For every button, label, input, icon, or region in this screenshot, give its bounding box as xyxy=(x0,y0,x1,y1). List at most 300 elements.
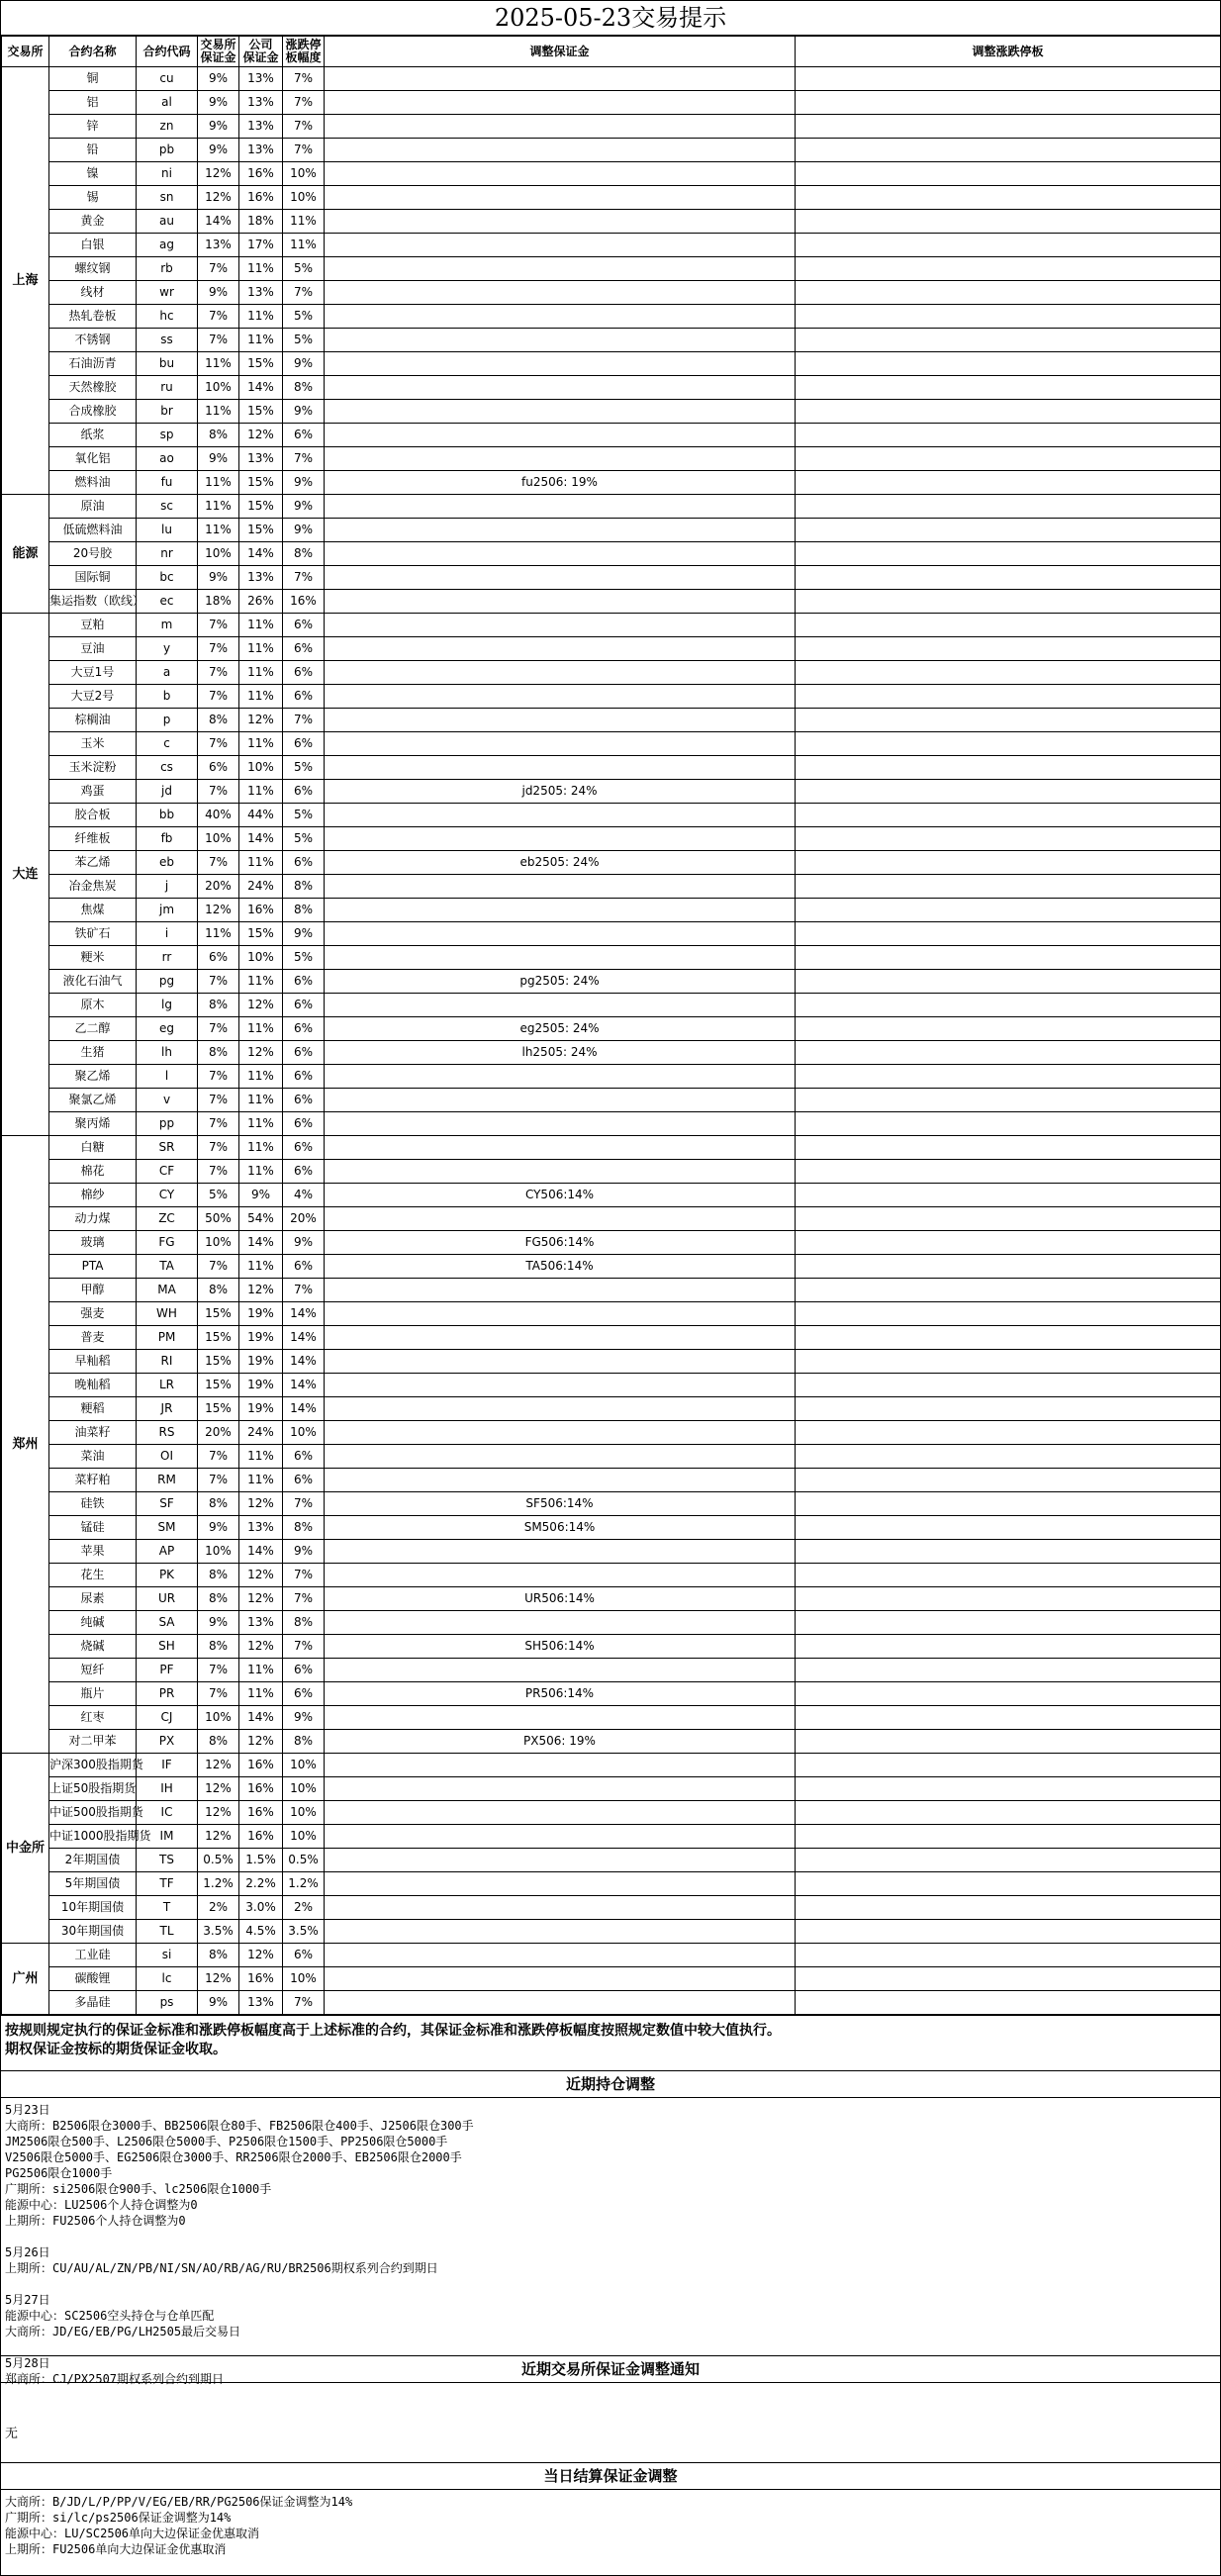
rule-note-line-2: 期权保证金按标的期货保证金收取。 xyxy=(5,2042,227,2057)
contract-name-cell: 聚丙烯 xyxy=(49,1112,137,1136)
contract-name-cell: 低硫燃料油 xyxy=(49,519,137,542)
adjusted-limit-cell xyxy=(796,400,1221,424)
table-row xyxy=(2,186,1221,210)
contract-name-cell: 螺纹钢 xyxy=(49,257,137,281)
adjusted-limit-cell xyxy=(796,234,1221,257)
adjusted-margin-cell xyxy=(325,1089,796,1112)
exchange-margin-cell: 7% xyxy=(198,1136,239,1160)
contract-code-cell: fu xyxy=(137,471,198,495)
contract-code-cell: CF xyxy=(137,1160,198,1184)
company-margin-cell: 16% xyxy=(239,1754,283,1777)
contract-code-cell: hc xyxy=(137,305,198,329)
table-row xyxy=(2,1991,1221,2015)
company-margin-cell: 4.5% xyxy=(239,1920,283,1944)
exchange-margin-cell: 9% xyxy=(198,115,239,139)
company-margin-cell: 13% xyxy=(239,566,283,590)
adjusted-margin-cell xyxy=(325,91,796,115)
company-margin-cell: 11% xyxy=(239,851,283,875)
price-limit-cell: 8% xyxy=(283,875,325,899)
table-row xyxy=(2,1849,1221,1872)
contract-code-cell: pp xyxy=(137,1112,198,1136)
company-margin-cell: 11% xyxy=(239,329,283,352)
table-row xyxy=(2,1944,1221,1967)
contract-code-cell: T xyxy=(137,1896,198,1920)
adjusted-limit-cell xyxy=(796,1421,1221,1445)
exchange-margin-cell: 8% xyxy=(198,424,239,447)
price-limit-cell: 10% xyxy=(283,1801,325,1825)
exchange-margin-cell: 7% xyxy=(198,1065,239,1089)
contract-code-cell: PK xyxy=(137,1564,198,1587)
contract-name-cell: 锡 xyxy=(49,186,137,210)
contract-name-cell: 铝 xyxy=(49,91,137,115)
company-margin-cell: 2.2% xyxy=(239,1872,283,1896)
company-margin-cell: 15% xyxy=(239,519,283,542)
contract-code-cell: a xyxy=(137,661,198,685)
adjusted-limit-cell xyxy=(796,1492,1221,1516)
adjusted-limit-cell xyxy=(796,1516,1221,1540)
table-row xyxy=(2,1279,1221,1302)
adjusted-limit-cell xyxy=(796,519,1221,542)
adjusted-limit-cell xyxy=(796,566,1221,590)
adjusted-margin-cell: SM506:14% xyxy=(325,1516,796,1540)
price-limit-cell: 0.5% xyxy=(283,1849,325,1872)
adjusted-limit-cell xyxy=(796,1445,1221,1469)
table-row xyxy=(2,257,1221,281)
company-margin-cell: 11% xyxy=(239,257,283,281)
company-margin-cell: 13% xyxy=(239,1991,283,2015)
position-note-line: V2506限仓5000手、EG2506限仓3000手、RR2506限仓2000手、EB2506限仓2000手 xyxy=(5,2150,462,2164)
exchange-margin-cell: 9% xyxy=(198,91,239,115)
contract-name-cell: 中证1000股指期货 xyxy=(49,1825,137,1849)
price-limit-cell: 9% xyxy=(283,400,325,424)
adjusted-limit-cell xyxy=(796,1754,1221,1777)
exchange-margin-cell: 18% xyxy=(198,590,239,614)
exchange-margin-cell: 7% xyxy=(198,257,239,281)
company-margin-cell: 11% xyxy=(239,1017,283,1041)
exchange-cell: 上海 xyxy=(2,67,49,495)
adjusted-margin-cell xyxy=(325,115,796,139)
contract-name-cell: 粳米 xyxy=(49,946,137,970)
adjusted-limit-cell xyxy=(796,709,1221,732)
position-note-line: JM2506限仓500手、L2506限仓5000手、P2506限仓1500手、PP2506限仓5000手 xyxy=(5,2135,448,2148)
company-margin-cell: 19% xyxy=(239,1374,283,1397)
exchange-margin-cell: 12% xyxy=(198,1777,239,1801)
exchange-cell: 大连 xyxy=(2,614,49,1136)
contract-code-cell: RS xyxy=(137,1421,198,1445)
price-limit-cell: 8% xyxy=(283,376,325,400)
table-row xyxy=(2,1777,1221,1801)
contract-name-cell: 甲醇 xyxy=(49,1279,137,1302)
company-margin-cell: 13% xyxy=(239,67,283,91)
company-margin-cell: 26% xyxy=(239,590,283,614)
adjusted-margin-cell xyxy=(325,1991,796,2015)
table-row xyxy=(2,1516,1221,1540)
exchange-margin-cell: 8% xyxy=(198,1944,239,1967)
adjusted-margin-cell xyxy=(325,1540,796,1564)
exchange-margin-cell: 40% xyxy=(198,804,239,827)
table-row xyxy=(2,1730,1221,1754)
company-margin-cell: 11% xyxy=(239,970,283,994)
company-margin-cell: 12% xyxy=(239,1587,283,1611)
contract-name-cell: 不锈钢 xyxy=(49,329,137,352)
exchange-margin-cell: 1.2% xyxy=(198,1872,239,1896)
adjusted-margin-cell: SF506:14% xyxy=(325,1492,796,1516)
table-row xyxy=(2,1445,1221,1469)
price-limit-cell: 7% xyxy=(283,709,325,732)
price-limit-cell: 8% xyxy=(283,899,325,922)
contract-code-cell: MA xyxy=(137,1279,198,1302)
header-price-limit: 涨跌停 板幅度 xyxy=(283,37,325,67)
adjusted-margin-cell xyxy=(325,1872,796,1896)
adjusted-limit-cell xyxy=(796,1587,1221,1611)
header-exchange: 交易所 xyxy=(2,37,49,67)
table-row xyxy=(2,67,1221,91)
contract-name-cell: 棕榈油 xyxy=(49,709,137,732)
adjusted-limit-cell xyxy=(796,614,1221,637)
company-margin-cell: 12% xyxy=(239,1730,283,1754)
table-row xyxy=(2,1065,1221,1089)
price-limit-cell: 9% xyxy=(283,1540,325,1564)
settlement-section-title: 当日结算保证金调整 xyxy=(1,2462,1220,2490)
contract-code-cell: jm xyxy=(137,899,198,922)
company-margin-cell: 19% xyxy=(239,1350,283,1374)
exchange-margin-cell: 7% xyxy=(198,685,239,709)
adjusted-limit-cell xyxy=(796,1160,1221,1184)
company-margin-cell: 12% xyxy=(239,424,283,447)
contract-code-cell: IM xyxy=(137,1825,198,1849)
contract-code-cell: SA xyxy=(137,1611,198,1635)
adjusted-margin-cell xyxy=(325,1825,796,1849)
adjusted-limit-cell xyxy=(796,1136,1221,1160)
table-row xyxy=(2,1564,1221,1587)
contract-name-cell: 锌 xyxy=(49,115,137,139)
price-limit-cell: 4% xyxy=(283,1184,325,1207)
contract-name-cell: 液化石油气 xyxy=(49,970,137,994)
company-margin-cell: 16% xyxy=(239,1777,283,1801)
position-note-line: 能源中心：SC2506空头持仓与仓单匹配 xyxy=(5,2309,215,2323)
contract-code-cell: CJ xyxy=(137,1706,198,1730)
company-margin-cell: 11% xyxy=(239,1682,283,1706)
price-limit-cell: 11% xyxy=(283,234,325,257)
adjusted-limit-cell xyxy=(796,1302,1221,1326)
adjusted-margin-cell xyxy=(325,1944,796,1967)
exchange-margin-cell: 10% xyxy=(198,376,239,400)
adjusted-limit-cell xyxy=(796,1231,1221,1255)
adjusted-margin-cell xyxy=(325,1397,796,1421)
adjusted-margin-cell xyxy=(325,1279,796,1302)
adjusted-margin-cell: fu2506: 19% xyxy=(325,471,796,495)
price-limit-cell: 7% xyxy=(283,1279,325,1302)
company-margin-cell: 13% xyxy=(239,1516,283,1540)
company-margin-cell: 24% xyxy=(239,875,283,899)
adjusted-margin-cell: CY506:14% xyxy=(325,1184,796,1207)
adjusted-limit-cell xyxy=(796,542,1221,566)
adjusted-limit-cell xyxy=(796,1920,1221,1944)
header-exchange-margin: 交易所 保证金 xyxy=(198,37,239,67)
price-limit-cell: 6% xyxy=(283,1041,325,1065)
exchange-margin-cell: 11% xyxy=(198,352,239,376)
adjusted-margin-cell xyxy=(325,305,796,329)
company-margin-cell: 11% xyxy=(239,1469,283,1492)
contract-code-cell: ec xyxy=(137,590,198,614)
adjusted-limit-cell xyxy=(796,447,1221,471)
adjusted-margin-cell xyxy=(325,685,796,709)
exchange-margin-cell: 10% xyxy=(198,542,239,566)
adjusted-margin-cell xyxy=(325,139,796,162)
table-row xyxy=(2,1374,1221,1397)
exchange-margin-cell: 11% xyxy=(198,519,239,542)
adjusted-margin-cell xyxy=(325,875,796,899)
price-limit-cell: 6% xyxy=(283,1659,325,1682)
position-note-line xyxy=(5,2229,1216,2244)
adjusted-margin-cell xyxy=(325,1374,796,1397)
position-note-line: 上期所：FU2506个人持仓调整为0 xyxy=(5,2214,186,2228)
adjusted-margin-cell xyxy=(325,1777,796,1801)
settlement-section-body xyxy=(1,2490,1220,2567)
contract-code-cell: SF xyxy=(137,1492,198,1516)
contract-code-cell: jd xyxy=(137,780,198,804)
company-margin-cell: 3.0% xyxy=(239,1896,283,1920)
contract-code-cell: lu xyxy=(137,519,198,542)
price-limit-cell: 6% xyxy=(283,1112,325,1136)
table-row xyxy=(2,1326,1221,1350)
contract-name-cell: 苹果 xyxy=(49,1540,137,1564)
contract-name-cell: 焦煤 xyxy=(49,899,137,922)
price-limit-cell: 7% xyxy=(283,1564,325,1587)
table-row xyxy=(2,922,1221,946)
header-contract-code: 合约代码 xyxy=(137,37,198,67)
adjusted-margin-cell: UR506:14% xyxy=(325,1587,796,1611)
exchange-margin-cell: 8% xyxy=(198,1587,239,1611)
contract-name-cell: 晚籼稻 xyxy=(49,1374,137,1397)
price-limit-cell: 14% xyxy=(283,1350,325,1374)
contract-code-cell: l xyxy=(137,1065,198,1089)
price-limit-cell: 6% xyxy=(283,1136,325,1160)
contract-name-cell: 石油沥青 xyxy=(49,352,137,376)
company-margin-cell: 13% xyxy=(239,139,283,162)
contract-code-cell: PM xyxy=(137,1326,198,1350)
adjusted-margin-cell xyxy=(325,67,796,91)
contract-code-cell: si xyxy=(137,1944,198,1967)
exchange-margin-cell: 9% xyxy=(198,281,239,305)
contract-name-cell: 合成橡胶 xyxy=(49,400,137,424)
position-note-line: 5月26日 xyxy=(5,2245,50,2259)
adjusted-limit-cell xyxy=(796,1350,1221,1374)
contract-name-cell: 红枣 xyxy=(49,1706,137,1730)
contract-name-cell: 碳酸锂 xyxy=(49,1967,137,1991)
adjusted-margin-cell: TA506:14% xyxy=(325,1255,796,1279)
price-limit-cell: 6% xyxy=(283,1445,325,1469)
adjusted-margin-cell xyxy=(325,590,796,614)
exchange-margin-cell: 7% xyxy=(198,614,239,637)
table-row xyxy=(2,1469,1221,1492)
adjusted-limit-cell xyxy=(796,1374,1221,1397)
table-row xyxy=(2,542,1221,566)
exchange-margin-cell: 7% xyxy=(198,1445,239,1469)
price-limit-cell: 14% xyxy=(283,1397,325,1421)
price-limit-cell: 10% xyxy=(283,162,325,186)
header-company-margin: 公司 保证金 xyxy=(239,37,283,67)
exchange-margin-cell: 10% xyxy=(198,827,239,851)
settlement-note-line: 能源中心：LU/SC2506单向大边保证金优惠取消 xyxy=(5,2527,260,2540)
price-limit-cell: 9% xyxy=(283,1706,325,1730)
adjusted-margin-cell xyxy=(325,1421,796,1445)
exchange-margin-cell: 7% xyxy=(198,329,239,352)
company-margin-cell: 10% xyxy=(239,946,283,970)
adjusted-margin-cell xyxy=(325,1302,796,1326)
contract-name-cell: 黄金 xyxy=(49,210,137,234)
contract-code-cell: IH xyxy=(137,1777,198,1801)
exchange-margin-cell: 20% xyxy=(198,1421,239,1445)
price-limit-cell: 6% xyxy=(283,780,325,804)
table-row xyxy=(2,661,1221,685)
adjusted-margin-cell xyxy=(325,186,796,210)
exchange-margin-cell: 5% xyxy=(198,1184,239,1207)
adjusted-margin-cell xyxy=(325,495,796,519)
price-limit-cell: 8% xyxy=(283,1516,325,1540)
table-row xyxy=(2,115,1221,139)
adjusted-margin-cell xyxy=(325,281,796,305)
contract-name-cell: 玉米 xyxy=(49,732,137,756)
contract-code-cell: SR xyxy=(137,1136,198,1160)
price-limit-cell: 6% xyxy=(283,424,325,447)
contract-code-cell: lc xyxy=(137,1967,198,1991)
company-margin-cell: 54% xyxy=(239,1207,283,1231)
adjusted-margin-cell xyxy=(325,1659,796,1682)
price-limit-cell: 6% xyxy=(283,1682,325,1706)
exchange-margin-cell: 7% xyxy=(198,637,239,661)
contract-code-cell: wr xyxy=(137,281,198,305)
exchange-margin-cell: 6% xyxy=(198,756,239,780)
adjusted-limit-cell xyxy=(796,91,1221,115)
price-limit-cell: 6% xyxy=(283,614,325,637)
adjusted-limit-cell xyxy=(796,1611,1221,1635)
table-row xyxy=(2,590,1221,614)
contract-name-cell: 玉米淀粉 xyxy=(49,756,137,780)
company-margin-cell: 12% xyxy=(239,1564,283,1587)
contract-name-cell: 纤维板 xyxy=(49,827,137,851)
position-note-line: 大商所：JD/EG/EB/PG/LH2505最后交易日 xyxy=(5,2325,241,2338)
company-margin-cell: 19% xyxy=(239,1326,283,1350)
adjusted-margin-cell xyxy=(325,1445,796,1469)
adjusted-limit-cell xyxy=(796,661,1221,685)
table-row xyxy=(2,1302,1221,1326)
adjusted-limit-cell xyxy=(796,851,1221,875)
adjusted-limit-cell xyxy=(796,756,1221,780)
exchange-margin-cell: 50% xyxy=(198,1207,239,1231)
price-limit-cell: 9% xyxy=(283,471,325,495)
company-margin-cell: 14% xyxy=(239,1706,283,1730)
position-note-line: 大商所：B2506限仓3000手、BB2506限仓80手、FB2506限仓400手、J2506限仓300手 xyxy=(5,2119,474,2133)
adjusted-margin-cell xyxy=(325,566,796,590)
contract-name-cell: 棉花 xyxy=(49,1160,137,1184)
adjusted-limit-cell xyxy=(796,1991,1221,2015)
contract-name-cell: 尿素 xyxy=(49,1587,137,1611)
contract-name-cell: 30年期国债 xyxy=(49,1920,137,1944)
contract-name-cell: 菜籽粕 xyxy=(49,1469,137,1492)
adjusted-margin-cell xyxy=(325,234,796,257)
adjusted-limit-cell xyxy=(796,994,1221,1017)
contract-code-cell: TA xyxy=(137,1255,198,1279)
company-margin-cell: 11% xyxy=(239,661,283,685)
adjusted-margin-cell xyxy=(325,1350,796,1374)
price-limit-cell: 5% xyxy=(283,257,325,281)
company-margin-cell: 14% xyxy=(239,827,283,851)
adjusted-limit-cell xyxy=(796,1801,1221,1825)
exchange-margin-cell: 7% xyxy=(198,1682,239,1706)
table-row xyxy=(2,1635,1221,1659)
company-margin-cell: 12% xyxy=(239,709,283,732)
contract-name-cell: 10年期国债 xyxy=(49,1896,137,1920)
exchange-margin-cell: 2% xyxy=(198,1896,239,1920)
price-limit-cell: 7% xyxy=(283,1587,325,1611)
contract-name-cell: 豆粕 xyxy=(49,614,137,637)
exchange-margin-cell: 12% xyxy=(198,1825,239,1849)
exchange-margin-cell: 12% xyxy=(198,899,239,922)
adjusted-limit-cell xyxy=(796,1849,1221,1872)
adjusted-limit-cell xyxy=(796,67,1221,91)
contract-name-cell: 聚氯乙烯 xyxy=(49,1089,137,1112)
adjusted-margin-cell xyxy=(325,519,796,542)
table-header-row xyxy=(2,37,1221,67)
adjusted-margin-cell: jd2505: 24% xyxy=(325,780,796,804)
contract-name-cell: 棉纱 xyxy=(49,1184,137,1207)
company-margin-cell: 14% xyxy=(239,1231,283,1255)
exchange-margin-cell: 9% xyxy=(198,67,239,91)
adjusted-margin-cell xyxy=(325,946,796,970)
contract-code-cell: ni xyxy=(137,162,198,186)
contract-code-cell: i xyxy=(137,922,198,946)
company-margin-cell: 16% xyxy=(239,162,283,186)
adjusted-margin-cell xyxy=(325,899,796,922)
adjusted-limit-cell xyxy=(796,115,1221,139)
adjusted-margin-cell xyxy=(325,1326,796,1350)
adjusted-limit-cell xyxy=(796,1326,1221,1350)
contract-name-cell: 燃料油 xyxy=(49,471,137,495)
exchange-margin-cell: 12% xyxy=(198,1967,239,1991)
contract-name-cell: 油菜籽 xyxy=(49,1421,137,1445)
adjusted-limit-cell xyxy=(796,590,1221,614)
adjusted-margin-cell xyxy=(325,922,796,946)
exchange-margin-cell: 11% xyxy=(198,922,239,946)
contract-code-cell: PF xyxy=(137,1659,198,1682)
exchange-margin-cell: 7% xyxy=(198,661,239,685)
adjusted-limit-cell xyxy=(796,899,1221,922)
company-margin-cell: 17% xyxy=(239,234,283,257)
price-limit-cell: 6% xyxy=(283,1017,325,1041)
company-margin-cell: 11% xyxy=(239,614,283,637)
adjusted-limit-cell xyxy=(796,139,1221,162)
adjusted-limit-cell xyxy=(796,329,1221,352)
contract-code-cell: zn xyxy=(137,115,198,139)
table-row xyxy=(2,1160,1221,1184)
price-limit-cell: 7% xyxy=(283,1635,325,1659)
contract-name-cell: 5年期国债 xyxy=(49,1872,137,1896)
exchange-margin-cell: 7% xyxy=(198,305,239,329)
table-row xyxy=(2,471,1221,495)
adjusted-margin-cell xyxy=(325,1112,796,1136)
exchange-margin-cell: 8% xyxy=(198,1635,239,1659)
price-limit-cell: 7% xyxy=(283,447,325,471)
adjusted-limit-cell xyxy=(796,637,1221,661)
adjusted-limit-cell xyxy=(796,1825,1221,1849)
table-row xyxy=(2,1089,1221,1112)
adjusted-margin-cell xyxy=(325,352,796,376)
company-margin-cell: 13% xyxy=(239,281,283,305)
adjusted-margin-cell xyxy=(325,1754,796,1777)
exchange-margin-cell: 7% xyxy=(198,732,239,756)
company-margin-cell: 12% xyxy=(239,1492,283,1516)
